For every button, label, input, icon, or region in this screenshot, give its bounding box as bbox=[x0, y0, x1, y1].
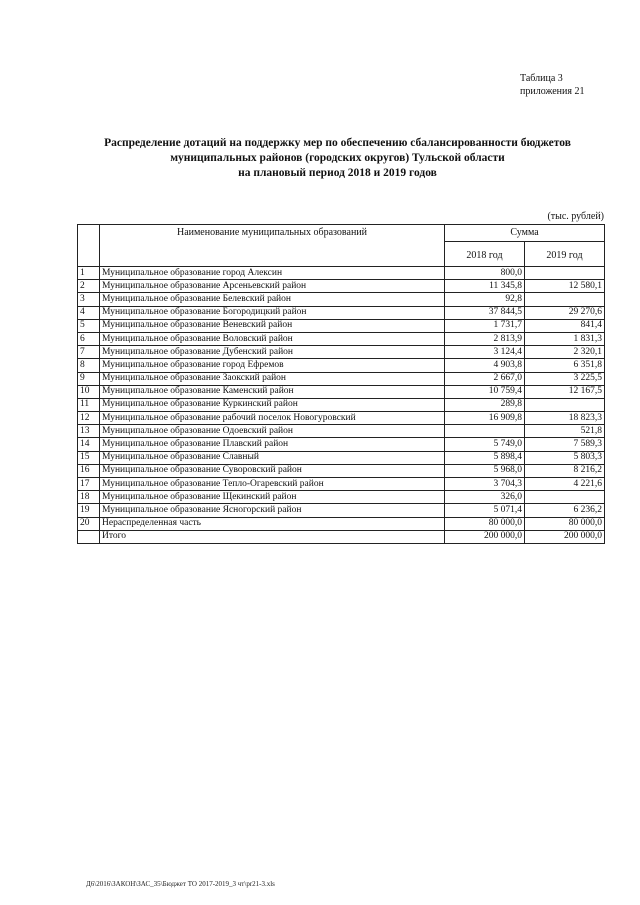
table-row bbox=[78, 359, 605, 372]
row-name: Муниципальное образование город Алексин bbox=[100, 267, 445, 280]
row-value-2019 bbox=[525, 398, 605, 411]
row-number: 9 bbox=[78, 372, 100, 385]
row-value-2018: 11 345,8 bbox=[445, 280, 525, 293]
file-path-footer: Д6\2016\ЗАКОН\ЗАС_35\Бюджет ТО 2017-2019_3 чт\pr21-3.xls bbox=[86, 880, 275, 888]
table-row bbox=[78, 346, 605, 359]
row-value-2019 bbox=[525, 267, 605, 280]
row-name: Муниципальное образование Богородицкий район bbox=[100, 306, 445, 319]
table-row bbox=[78, 385, 605, 398]
title-line-2: муниципальных районов (городских округов) Тульской области bbox=[170, 152, 505, 164]
row-name: Муниципальное образование Славный bbox=[100, 451, 445, 464]
row-value-2019: 80 000,0 bbox=[525, 517, 605, 530]
row-number: 11 bbox=[78, 398, 100, 411]
row-value-2018: 37 844,5 bbox=[445, 306, 525, 319]
row-name: Итого bbox=[100, 530, 445, 543]
row-value-2018: 2 813,9 bbox=[445, 332, 525, 345]
name-column-header: Наименование муниципальных образований bbox=[100, 225, 445, 267]
row-value-2018: 2 667,0 bbox=[445, 372, 525, 385]
row-name: Муниципальное образование Веневский район bbox=[100, 319, 445, 332]
row-name: Муниципальное образование Ясногорский район bbox=[100, 504, 445, 517]
row-name: Муниципальное образование Каменский район bbox=[100, 385, 445, 398]
row-value-2018: 200 000,0 bbox=[445, 530, 525, 543]
table-row bbox=[78, 280, 605, 293]
row-number: 6 bbox=[78, 332, 100, 345]
row-number: 10 bbox=[78, 385, 100, 398]
row-value-2018: 10 759,4 bbox=[445, 385, 525, 398]
row-value-2019: 6 351,8 bbox=[525, 359, 605, 372]
row-name: Муниципальное образование рабочий поселок Новогуровский bbox=[100, 412, 445, 425]
row-value-2018: 4 903,8 bbox=[445, 359, 525, 372]
table-row bbox=[78, 319, 605, 332]
total-row bbox=[78, 530, 605, 543]
row-name: Муниципальное образование Арсеньевский район bbox=[100, 280, 445, 293]
row-value-2019: 6 236,2 bbox=[525, 504, 605, 517]
row-value-2019: 521,8 bbox=[525, 425, 605, 438]
row-value-2018: 5 968,0 bbox=[445, 464, 525, 477]
row-number: 13 bbox=[78, 425, 100, 438]
row-value-2018: 80 000,0 bbox=[445, 517, 525, 530]
table-row bbox=[78, 425, 605, 438]
row-name: Муниципальное образование Щекинский район bbox=[100, 491, 445, 504]
row-number bbox=[78, 530, 100, 543]
row-value-2018: 5 749,0 bbox=[445, 438, 525, 451]
row-value-2018: 5 071,4 bbox=[445, 504, 525, 517]
row-name: Муниципальное образование Белевский район bbox=[100, 293, 445, 306]
row-name: Муниципальное образование Суворовский район bbox=[100, 464, 445, 477]
row-name: Муниципальное образование город Ефремов bbox=[100, 359, 445, 372]
table-row bbox=[78, 267, 605, 280]
title-line-3: на плановый период 2018 и 2019 годов bbox=[238, 167, 437, 179]
row-value-2018: 1 731,7 bbox=[445, 319, 525, 332]
row-value-2018: 289,8 bbox=[445, 398, 525, 411]
row-number: 8 bbox=[78, 359, 100, 372]
table-row bbox=[78, 478, 605, 491]
table-body bbox=[78, 267, 605, 544]
row-value-2019: 29 270,6 bbox=[525, 306, 605, 319]
row-value-2018: 3 704,3 bbox=[445, 478, 525, 491]
table-row bbox=[78, 464, 605, 477]
row-value-2019: 200 000,0 bbox=[525, 530, 605, 543]
table-row bbox=[78, 517, 605, 530]
row-name: Муниципальное образование Дубенский район bbox=[100, 346, 445, 359]
document-title bbox=[60, 136, 615, 181]
table-row bbox=[78, 504, 605, 517]
row-value-2019: 12 167,5 bbox=[525, 385, 605, 398]
row-number: 3 bbox=[78, 293, 100, 306]
row-value-2019: 18 823,3 bbox=[525, 412, 605, 425]
table-row bbox=[78, 398, 605, 411]
row-value-2019: 12 580,1 bbox=[525, 280, 605, 293]
row-name: Муниципальное образование Воловский район bbox=[100, 332, 445, 345]
row-number: 4 bbox=[78, 306, 100, 319]
row-value-2018: 16 909,8 bbox=[445, 412, 525, 425]
row-value-2018: 326,0 bbox=[445, 491, 525, 504]
row-number: 17 bbox=[78, 478, 100, 491]
table-number: Таблица 3 bbox=[520, 73, 563, 84]
table-header-row bbox=[78, 225, 605, 242]
row-value-2018: 92,8 bbox=[445, 293, 525, 306]
row-number: 18 bbox=[78, 491, 100, 504]
row-number: 16 bbox=[78, 464, 100, 477]
row-value-2019: 8 216,2 bbox=[525, 464, 605, 477]
row-value-2019: 2 320,1 bbox=[525, 346, 605, 359]
units-label: (тыс. рублей) bbox=[547, 211, 604, 222]
row-value-2018 bbox=[445, 425, 525, 438]
year-2018-header: 2018 год bbox=[445, 242, 525, 267]
row-number: 1 bbox=[78, 267, 100, 280]
year-2019-header: 2019 год bbox=[525, 242, 605, 267]
table-row bbox=[78, 451, 605, 464]
row-number: 12 bbox=[78, 412, 100, 425]
table-row bbox=[78, 438, 605, 451]
row-value-2019: 5 803,3 bbox=[525, 451, 605, 464]
sum-column-header: Сумма bbox=[445, 225, 605, 242]
row-number: 7 bbox=[78, 346, 100, 359]
row-name: Муниципальное образование Заокский район bbox=[100, 372, 445, 385]
title-line-1: Распределение дотаций на поддержку мер по обеспечению сбалансированности бюджетов bbox=[104, 137, 571, 149]
row-value-2019: 4 221,6 bbox=[525, 478, 605, 491]
table-row bbox=[78, 491, 605, 504]
row-number: 14 bbox=[78, 438, 100, 451]
row-value-2019: 1 831,3 bbox=[525, 332, 605, 345]
table-row bbox=[78, 306, 605, 319]
row-number: 15 bbox=[78, 451, 100, 464]
table-attachment-label bbox=[520, 72, 630, 98]
table-row bbox=[78, 372, 605, 385]
row-name: Муниципальное образование Плавский район bbox=[100, 438, 445, 451]
row-value-2019: 7 589,3 bbox=[525, 438, 605, 451]
row-value-2018: 800,0 bbox=[445, 267, 525, 280]
table-row bbox=[78, 412, 605, 425]
row-name: Муниципальное образование Тепло-Огаревский район bbox=[100, 478, 445, 491]
row-value-2018: 5 898,4 bbox=[445, 451, 525, 464]
row-number: 19 bbox=[78, 504, 100, 517]
table-row bbox=[78, 332, 605, 345]
row-value-2019 bbox=[525, 491, 605, 504]
row-value-2019 bbox=[525, 293, 605, 306]
row-value-2019: 3 225,5 bbox=[525, 372, 605, 385]
row-value-2019: 841,4 bbox=[525, 319, 605, 332]
row-value-2018: 3 124,4 bbox=[445, 346, 525, 359]
subsidy-table bbox=[77, 224, 605, 544]
row-number: 2 bbox=[78, 280, 100, 293]
row-number: 20 bbox=[78, 517, 100, 530]
row-name: Нераспределенная часть bbox=[100, 517, 445, 530]
table-row bbox=[78, 293, 605, 306]
number-column-header bbox=[78, 225, 100, 267]
row-number: 5 bbox=[78, 319, 100, 332]
row-name: Муниципальное образование Куркинский район bbox=[100, 398, 445, 411]
row-name: Муниципальное образование Одоевский район bbox=[100, 425, 445, 438]
appendix-number: приложения 21 bbox=[520, 86, 585, 97]
